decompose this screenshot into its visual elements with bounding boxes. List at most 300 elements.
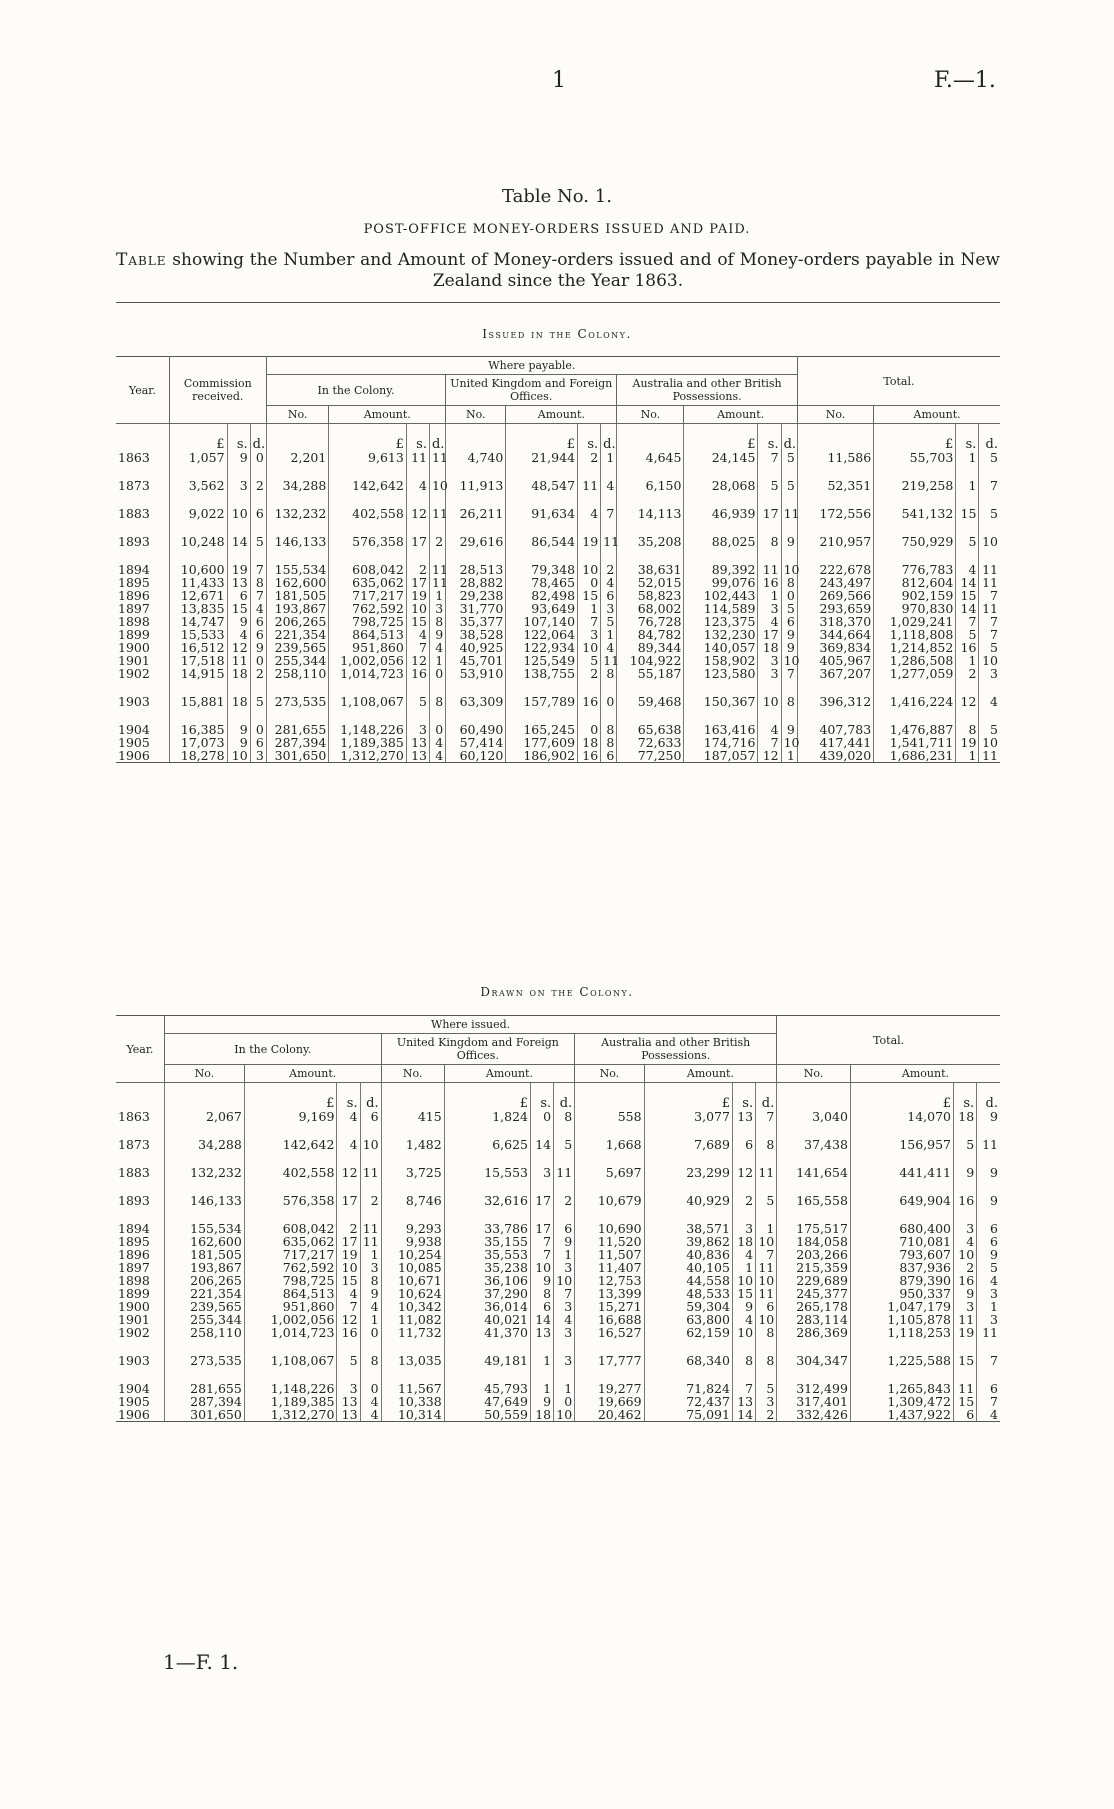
value-cell: 407,783 xyxy=(797,723,873,736)
value-cell: 6 xyxy=(732,1138,755,1151)
year-cell: 1900 xyxy=(116,1300,164,1313)
col-amount: Amount. xyxy=(444,1065,574,1083)
value-cell: 3 xyxy=(554,1300,575,1313)
spacer-cell xyxy=(250,464,266,479)
spacer-cell xyxy=(644,1123,732,1138)
value-cell: 1 xyxy=(732,1261,755,1274)
value-cell: 11,586 xyxy=(797,451,873,464)
value-cell: 5 xyxy=(250,535,266,548)
spacer-cell xyxy=(250,680,266,695)
unit-shilling: s. xyxy=(227,424,250,452)
value-cell: 11 xyxy=(756,1287,777,1300)
value-cell: 864,513 xyxy=(329,628,407,641)
spacer-cell xyxy=(381,1123,444,1138)
spacer-cell xyxy=(617,548,684,563)
value-cell: 2 xyxy=(360,1194,381,1207)
value-cell: 4 xyxy=(429,641,445,654)
spacer-cell xyxy=(956,708,979,723)
value-cell: 175,517 xyxy=(777,1222,851,1235)
value-cell: 55,187 xyxy=(617,667,684,680)
value-cell: 12,671 xyxy=(169,589,227,602)
value-cell: 215,359 xyxy=(777,1261,851,1274)
unit-shilling: s. xyxy=(732,1083,755,1111)
value-cell: 8 xyxy=(360,1354,381,1367)
year-cell: 1895 xyxy=(116,1235,164,1248)
value-cell: 4 xyxy=(977,1274,1000,1287)
unit-pound: £ xyxy=(244,1083,337,1111)
spacer-cell xyxy=(360,1339,381,1354)
value-cell: 19 xyxy=(578,535,601,548)
spacer-cell xyxy=(250,492,266,507)
value-cell: 29,238 xyxy=(446,589,506,602)
spacer-cell xyxy=(266,464,328,479)
year-cell: 1873 xyxy=(116,479,169,492)
value-cell: 4 xyxy=(360,1395,381,1408)
value-cell: 77,250 xyxy=(617,749,684,763)
value-cell: 222,678 xyxy=(797,563,873,576)
value-cell: 8 xyxy=(360,1274,381,1287)
value-cell: 283,114 xyxy=(777,1313,851,1326)
value-cell: 265,178 xyxy=(777,1300,851,1313)
value-cell: 15,533 xyxy=(169,628,227,641)
value-cell: 40,925 xyxy=(446,641,506,654)
table-row xyxy=(116,1222,1000,1235)
spacer-cell xyxy=(244,1123,337,1138)
value-cell: 40,021 xyxy=(444,1313,530,1326)
value-cell: 1,482 xyxy=(381,1138,444,1151)
value-cell: 6 xyxy=(250,615,266,628)
value-cell: 15,553 xyxy=(444,1166,530,1179)
year-cell: 1902 xyxy=(116,667,169,680)
value-cell: 11 xyxy=(601,535,617,548)
value-cell: 287,394 xyxy=(164,1395,244,1408)
value-cell: 5 xyxy=(979,451,1000,464)
value-cell: 48,547 xyxy=(506,479,578,492)
value-cell: 2,201 xyxy=(266,451,328,464)
spacer-cell xyxy=(446,492,506,507)
group-spacer xyxy=(116,548,1000,563)
value-cell: 9 xyxy=(227,723,250,736)
value-cell: 10 xyxy=(530,1261,553,1274)
value-cell: 239,565 xyxy=(164,1300,244,1313)
table-row xyxy=(116,1287,1000,1300)
spacer-cell xyxy=(956,548,979,563)
drawn-table xyxy=(116,1015,1000,1422)
value-cell: 1 xyxy=(956,451,979,464)
value-cell: 402,558 xyxy=(244,1166,337,1179)
year-cell: 1903 xyxy=(116,695,169,708)
value-cell: 177,609 xyxy=(506,736,578,749)
spacer-cell xyxy=(406,464,429,479)
spacer-cell xyxy=(506,708,578,723)
value-cell: 680,400 xyxy=(850,1222,953,1235)
value-cell: 142,642 xyxy=(329,479,407,492)
spacer-cell xyxy=(227,520,250,535)
spacer-cell xyxy=(506,520,578,535)
spacer-cell xyxy=(954,1367,977,1382)
spacer-cell xyxy=(578,680,601,695)
value-cell: 10 xyxy=(732,1274,755,1287)
table-row xyxy=(116,695,1000,708)
value-cell: 762,592 xyxy=(329,602,407,615)
spacer-cell xyxy=(406,520,429,535)
value-cell: 6 xyxy=(977,1222,1000,1235)
value-cell: 38,571 xyxy=(644,1222,732,1235)
spacer-cell xyxy=(381,1207,444,1222)
spacer-cell xyxy=(575,1151,644,1166)
table-row xyxy=(116,1248,1000,1261)
year-cell: 1906 xyxy=(116,1408,164,1422)
value-cell: 717,217 xyxy=(244,1248,337,1261)
value-cell: 318,370 xyxy=(797,615,873,628)
value-cell: 3,077 xyxy=(644,1110,732,1123)
value-cell: 99,076 xyxy=(684,576,758,589)
value-cell: 17 xyxy=(406,535,429,548)
spacer-cell xyxy=(777,1367,851,1382)
value-cell: 5 xyxy=(956,628,979,641)
value-cell: 21,944 xyxy=(506,451,578,464)
value-cell: 18 xyxy=(954,1110,977,1123)
value-cell: 155,534 xyxy=(266,563,328,576)
value-cell: 18 xyxy=(227,667,250,680)
spacer-cell xyxy=(756,1123,777,1138)
value-cell: 19,277 xyxy=(575,1382,644,1395)
table-row xyxy=(116,1300,1000,1313)
value-cell: 4 xyxy=(429,736,445,749)
spacer-cell xyxy=(756,1179,777,1194)
value-cell: 193,867 xyxy=(164,1261,244,1274)
value-cell: 255,344 xyxy=(164,1313,244,1326)
spacer-cell xyxy=(116,1339,164,1354)
value-cell: 14 xyxy=(530,1313,553,1326)
spacer-cell xyxy=(116,1151,164,1166)
spacer-cell xyxy=(644,1207,732,1222)
value-cell: 293,659 xyxy=(797,602,873,615)
spacer-cell xyxy=(506,548,578,563)
value-cell: 0 xyxy=(781,589,797,602)
value-cell: 193,867 xyxy=(266,602,328,615)
value-cell: 7 xyxy=(758,736,781,749)
spacer-cell xyxy=(756,1151,777,1166)
value-cell: 9 xyxy=(360,1287,381,1300)
group-spacer xyxy=(116,520,1000,535)
value-cell: 1,265,843 xyxy=(850,1382,953,1395)
value-cell: 12 xyxy=(337,1313,360,1326)
spacer-cell xyxy=(164,1339,244,1354)
value-cell: 776,783 xyxy=(874,563,956,576)
value-cell: 18 xyxy=(530,1408,553,1422)
value-cell: 1,105,878 xyxy=(850,1313,953,1326)
spacer-cell xyxy=(644,1339,732,1354)
spacer-cell xyxy=(781,520,797,535)
value-cell: 187,057 xyxy=(684,749,758,763)
value-cell: 125,549 xyxy=(506,654,578,667)
value-cell: 1,118,253 xyxy=(850,1326,953,1339)
value-cell: 17,777 xyxy=(575,1354,644,1367)
value-cell: 14,747 xyxy=(169,615,227,628)
spacer-cell xyxy=(381,1179,444,1194)
spacer-cell xyxy=(406,548,429,563)
value-cell: 19 xyxy=(956,736,979,749)
value-cell: 8 xyxy=(756,1326,777,1339)
value-cell: 11 xyxy=(979,602,1000,615)
value-cell: 38,528 xyxy=(446,628,506,641)
spacer-cell xyxy=(954,1123,977,1138)
year-cell: 1899 xyxy=(116,1287,164,1300)
value-cell: 1,148,226 xyxy=(244,1382,337,1395)
value-cell: 1,309,472 xyxy=(850,1395,953,1408)
value-cell: 28,513 xyxy=(446,563,506,576)
spacer-cell xyxy=(164,1123,244,1138)
value-cell: 7 xyxy=(601,507,617,520)
value-cell: 3 xyxy=(578,628,601,641)
value-cell: 9 xyxy=(732,1300,755,1313)
spacer-cell xyxy=(601,548,617,563)
value-cell: 10 xyxy=(781,736,797,749)
value-cell: 6 xyxy=(360,1110,381,1123)
spacer-cell xyxy=(329,520,407,535)
unit-pound: £ xyxy=(644,1083,732,1111)
value-cell: 107,140 xyxy=(506,615,578,628)
value-cell: 0 xyxy=(429,723,445,736)
value-cell: 10 xyxy=(979,736,1000,749)
value-cell: 8 xyxy=(429,695,445,708)
value-cell: 608,042 xyxy=(244,1222,337,1235)
value-cell: 174,716 xyxy=(684,736,758,749)
value-cell: 4 xyxy=(979,695,1000,708)
description-lead: Table xyxy=(116,250,167,270)
spacer-cell xyxy=(530,1207,553,1222)
value-cell: 14 xyxy=(956,576,979,589)
value-cell: 16 xyxy=(578,695,601,708)
value-cell: 8 xyxy=(601,736,617,749)
value-cell: 3 xyxy=(758,667,781,680)
spacer-cell xyxy=(979,492,1000,507)
value-cell: 4 xyxy=(977,1408,1000,1422)
value-cell: 0 xyxy=(360,1326,381,1339)
spacer-cell xyxy=(777,1123,851,1138)
value-cell: 3 xyxy=(337,1382,360,1395)
value-cell: 1,189,385 xyxy=(244,1395,337,1408)
spacer-cell xyxy=(554,1151,575,1166)
units-row xyxy=(116,424,1000,452)
unit-pence: d. xyxy=(554,1083,575,1111)
value-cell: 11 xyxy=(977,1326,1000,1339)
group-spacer xyxy=(116,1207,1000,1222)
spacer-cell xyxy=(266,492,328,507)
value-cell: 7 xyxy=(530,1248,553,1261)
value-cell: 20,462 xyxy=(575,1408,644,1422)
value-cell: 0 xyxy=(250,451,266,464)
value-cell: 1 xyxy=(360,1313,381,1326)
unit-pound: £ xyxy=(506,424,578,452)
value-cell: 15 xyxy=(337,1274,360,1287)
value-cell: 1,686,231 xyxy=(874,749,956,763)
value-cell: 16 xyxy=(954,1274,977,1287)
value-cell: 5 xyxy=(781,602,797,615)
value-cell: 17,073 xyxy=(169,736,227,749)
unit-shilling: s. xyxy=(578,424,601,452)
value-cell: 11 xyxy=(756,1166,777,1179)
spacer-cell xyxy=(601,680,617,695)
value-cell: 6 xyxy=(781,615,797,628)
spacer-cell xyxy=(116,680,169,695)
value-cell: 71,824 xyxy=(644,1382,732,1395)
value-cell: 3 xyxy=(554,1354,575,1367)
col-amount: Amount. xyxy=(244,1065,381,1083)
value-cell: 11 xyxy=(360,1166,381,1179)
value-cell: 649,904 xyxy=(850,1194,953,1207)
year-cell: 1896 xyxy=(116,1248,164,1261)
value-cell: 4 xyxy=(554,1313,575,1326)
value-cell: 8 xyxy=(601,723,617,736)
value-cell: 2 xyxy=(337,1222,360,1235)
value-cell: 11 xyxy=(578,479,601,492)
value-cell: 13,835 xyxy=(169,602,227,615)
value-cell: 18 xyxy=(732,1235,755,1248)
value-cell: 950,337 xyxy=(850,1287,953,1300)
value-cell: 1 xyxy=(429,654,445,667)
value-cell: 1 xyxy=(578,602,601,615)
value-cell: 156,957 xyxy=(850,1138,953,1151)
value-cell: 2 xyxy=(250,479,266,492)
spacer-cell xyxy=(977,1207,1000,1222)
value-cell: 864,513 xyxy=(244,1287,337,1300)
year-cell: 1905 xyxy=(116,736,169,749)
value-cell: 8 xyxy=(250,576,266,589)
unit-pound: £ xyxy=(169,424,227,452)
unit-shilling: s. xyxy=(758,424,781,452)
spacer-cell xyxy=(617,708,684,723)
description-text: showing the Number and Amount of Money-orders issued and of Money-orders payable in New Zealand since the Year 1863. xyxy=(166,250,1000,291)
value-cell: 13 xyxy=(732,1110,755,1123)
spacer-cell xyxy=(979,708,1000,723)
value-cell: 9 xyxy=(954,1287,977,1300)
value-cell: 7 xyxy=(250,563,266,576)
table-row xyxy=(116,1354,1000,1367)
drawn-section-title: Drawn on the Colony. xyxy=(480,985,634,999)
value-cell: 7 xyxy=(979,615,1000,628)
value-cell: 5 xyxy=(781,479,797,492)
value-cell: 245,377 xyxy=(777,1287,851,1300)
col-australia: Australia and other British Possessions. xyxy=(617,375,798,406)
unit-shilling: s. xyxy=(530,1083,553,1111)
spacer-cell xyxy=(979,548,1000,563)
value-cell: 3 xyxy=(977,1287,1000,1300)
value-cell: 12 xyxy=(337,1166,360,1179)
spacer-cell xyxy=(758,520,781,535)
col-amount: Amount. xyxy=(684,406,797,424)
value-cell: 172,556 xyxy=(797,507,873,520)
value-cell: 47,649 xyxy=(444,1395,530,1408)
table-row xyxy=(116,1235,1000,1248)
spacer-cell xyxy=(169,464,227,479)
spacer-cell xyxy=(244,1151,337,1166)
value-cell: 1 xyxy=(781,749,797,763)
value-cell: 258,110 xyxy=(266,667,328,680)
value-cell: 1 xyxy=(956,654,979,667)
spacer-cell xyxy=(781,548,797,563)
spacer-cell xyxy=(777,1207,851,1222)
value-cell: 10,314 xyxy=(381,1408,444,1422)
value-cell: 12 xyxy=(956,695,979,708)
value-cell: 7 xyxy=(979,479,1000,492)
value-cell: 13 xyxy=(337,1408,360,1422)
value-cell: 10,085 xyxy=(381,1261,444,1274)
spacer-cell xyxy=(381,1151,444,1166)
value-cell: 5 xyxy=(956,535,979,548)
value-cell: 7 xyxy=(732,1382,755,1395)
spacer-cell xyxy=(116,464,169,479)
spacer-cell xyxy=(797,464,873,479)
value-cell: 9 xyxy=(954,1166,977,1179)
value-cell: 12 xyxy=(758,749,781,763)
spacer-cell xyxy=(578,492,601,507)
value-cell: 6 xyxy=(227,589,250,602)
value-cell: 14,070 xyxy=(850,1110,953,1123)
value-cell: 2 xyxy=(578,451,601,464)
spacer-cell xyxy=(575,1207,644,1222)
value-cell: 1,002,056 xyxy=(329,654,407,667)
value-cell: 35,553 xyxy=(444,1248,530,1261)
value-cell: 50,559 xyxy=(444,1408,530,1422)
spacer-cell xyxy=(169,708,227,723)
value-cell: 11,082 xyxy=(381,1313,444,1326)
spacer-cell xyxy=(575,1339,644,1354)
spacer-cell xyxy=(164,1207,244,1222)
value-cell: 1,437,922 xyxy=(850,1408,953,1422)
spacer-cell xyxy=(601,464,617,479)
value-cell: 14,915 xyxy=(169,667,227,680)
table-row xyxy=(116,1110,1000,1123)
value-cell: 10 xyxy=(578,641,601,654)
col-amount: Amount. xyxy=(850,1065,1000,1083)
spacer-cell xyxy=(360,1151,381,1166)
value-cell: 4 xyxy=(732,1313,755,1326)
value-cell: 9 xyxy=(429,628,445,641)
spacer-cell xyxy=(360,1179,381,1194)
value-cell: 12 xyxy=(732,1166,755,1179)
value-cell: 122,934 xyxy=(506,641,578,654)
table-row xyxy=(116,1313,1000,1326)
value-cell: 18 xyxy=(227,695,250,708)
value-cell: 9 xyxy=(227,736,250,749)
spacer-cell xyxy=(169,680,227,695)
value-cell: 7 xyxy=(977,1354,1000,1367)
value-cell: 1,189,385 xyxy=(329,736,407,749)
value-cell: 165,558 xyxy=(777,1194,851,1207)
value-cell: 1 xyxy=(429,589,445,602)
spacer-cell xyxy=(777,1179,851,1194)
value-cell: 11,433 xyxy=(169,576,227,589)
col-no: No. xyxy=(797,406,873,424)
value-cell: 1,476,887 xyxy=(874,723,956,736)
value-cell: 9 xyxy=(977,1194,1000,1207)
value-cell: 332,426 xyxy=(777,1408,851,1422)
value-cell: 0 xyxy=(250,654,266,667)
value-cell: 0 xyxy=(554,1395,575,1408)
spacer-cell xyxy=(446,520,506,535)
value-cell: 10 xyxy=(429,479,445,492)
value-cell: 5 xyxy=(406,695,429,708)
unit-shilling: s. xyxy=(954,1083,977,1111)
value-cell: 4 xyxy=(406,479,429,492)
group-spacer xyxy=(116,492,1000,507)
value-cell: 5 xyxy=(979,507,1000,520)
spacer-cell xyxy=(446,680,506,695)
value-cell: 11 xyxy=(429,451,445,464)
value-cell: 0 xyxy=(530,1110,553,1123)
